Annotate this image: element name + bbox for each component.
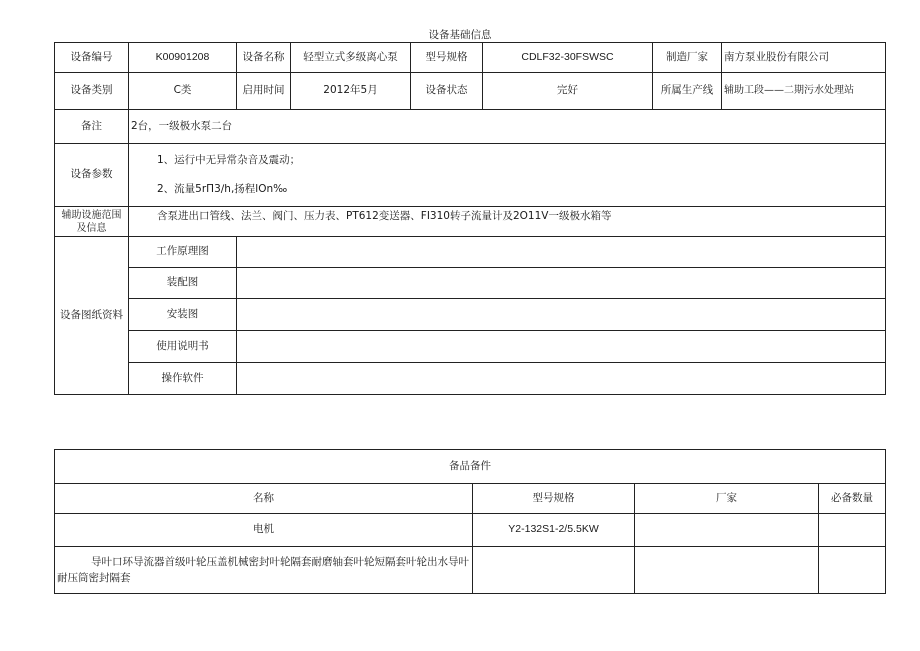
- spare-row-1-maker: [635, 514, 819, 547]
- spare-header-name: 名称: [55, 484, 473, 514]
- equip-name-value: 轻型立式多级离心泵: [291, 43, 411, 73]
- drawing-item-4: 使用说明书: [129, 331, 237, 363]
- maker-label: 制造厂家: [653, 43, 722, 73]
- drawing-item-3-content: [237, 299, 886, 331]
- equip-no-value: K00901208: [129, 43, 237, 73]
- spare-row-2-model: [473, 547, 635, 594]
- drawing-item-5-content: [237, 363, 886, 395]
- spare-header-model: 型号规格: [473, 484, 635, 514]
- model-value: CDLF32-30FSWSC: [483, 43, 653, 73]
- drawing-item-2: 装配图: [129, 268, 237, 299]
- spare-header-maker: 厂家: [635, 484, 819, 514]
- drawing-row-5: [55, 363, 886, 395]
- spare-header-row: [55, 484, 886, 514]
- drawing-item-1: 工作原理图: [129, 237, 237, 268]
- category-label: 设备类别: [55, 73, 129, 110]
- remark-value: 2台，一级极水泵二台: [129, 110, 886, 144]
- status-value: 完好: [483, 73, 653, 110]
- maker-value: 南方泵业股份有限公司: [722, 43, 886, 73]
- aux-label: 辅助设施范围及信息: [55, 207, 129, 237]
- start-label: 启用时间: [237, 73, 291, 110]
- line-label: 所属生产线: [653, 73, 722, 110]
- start-value: 2012年5月: [291, 73, 411, 110]
- spare-row-1-model: Y2-132S1-2/5.5KW: [473, 514, 635, 547]
- params-cell: [129, 144, 886, 207]
- document-title: 设备基础信息: [428, 29, 492, 41]
- remark-label: 备注: [55, 110, 129, 144]
- spare-row-1-qty: [819, 514, 886, 547]
- spare-parts-table: [54, 449, 886, 594]
- spare-row-1: [55, 514, 886, 547]
- drawing-row-2: [55, 268, 886, 299]
- status-label: 设备状态: [411, 73, 483, 110]
- equipment-info-table: [54, 42, 886, 395]
- spare-row-1-name: 电机: [55, 514, 473, 547]
- drawing-item-5: 操作软件: [129, 363, 237, 395]
- line-value: 辅助工段——二期污水处理站: [722, 73, 886, 110]
- spare-title: 备品备件: [55, 450, 886, 484]
- model-label: 型号规格: [411, 43, 483, 73]
- info-row-1: [55, 43, 886, 73]
- drawing-item-2-content: [237, 268, 886, 299]
- drawing-row-3: [55, 299, 886, 331]
- params-label: 设备参数: [55, 144, 129, 207]
- spare-row-2-maker: [635, 547, 819, 594]
- drawing-item-3: 安装图: [129, 299, 237, 331]
- param-line-1: 1、运行中无异常杂音及震动；: [157, 153, 301, 166]
- category-value: C类: [129, 73, 237, 110]
- equip-no-label: 设备编号: [55, 43, 129, 73]
- spare-row-2-name: 导叶口环导流器首级叶轮压盖机械密封叶轮隔套耐磨轴套叶轮短隔套叶轮出水导叶耐压筒密封隔套: [55, 547, 473, 594]
- info-row-2: [55, 73, 886, 110]
- params-row: [55, 144, 886, 207]
- param-line-2: 2、流量5rΠ3∕h,扬程lOn‰: [157, 183, 288, 195]
- spare-header-qty: 必备数量: [819, 484, 886, 514]
- drawing-item-1-content: [237, 237, 886, 268]
- spare-row-2: [55, 547, 886, 594]
- aux-value: 含泵进出口管线、法兰、阀门、压力表、PT612变送器、FI310转子流量计及2O11V一级极水箱等: [129, 207, 886, 237]
- drawing-row-4: [55, 331, 886, 363]
- equip-name-label: 设备名称: [237, 43, 291, 73]
- remark-row: [55, 110, 886, 144]
- drawing-row-1: [55, 237, 886, 268]
- spare-title-row: [55, 450, 886, 484]
- drawing-item-4-content: [237, 331, 886, 363]
- drawings-label: 设备图纸资料: [55, 237, 129, 395]
- aux-row: [55, 207, 886, 237]
- spare-row-2-qty: [819, 547, 886, 594]
